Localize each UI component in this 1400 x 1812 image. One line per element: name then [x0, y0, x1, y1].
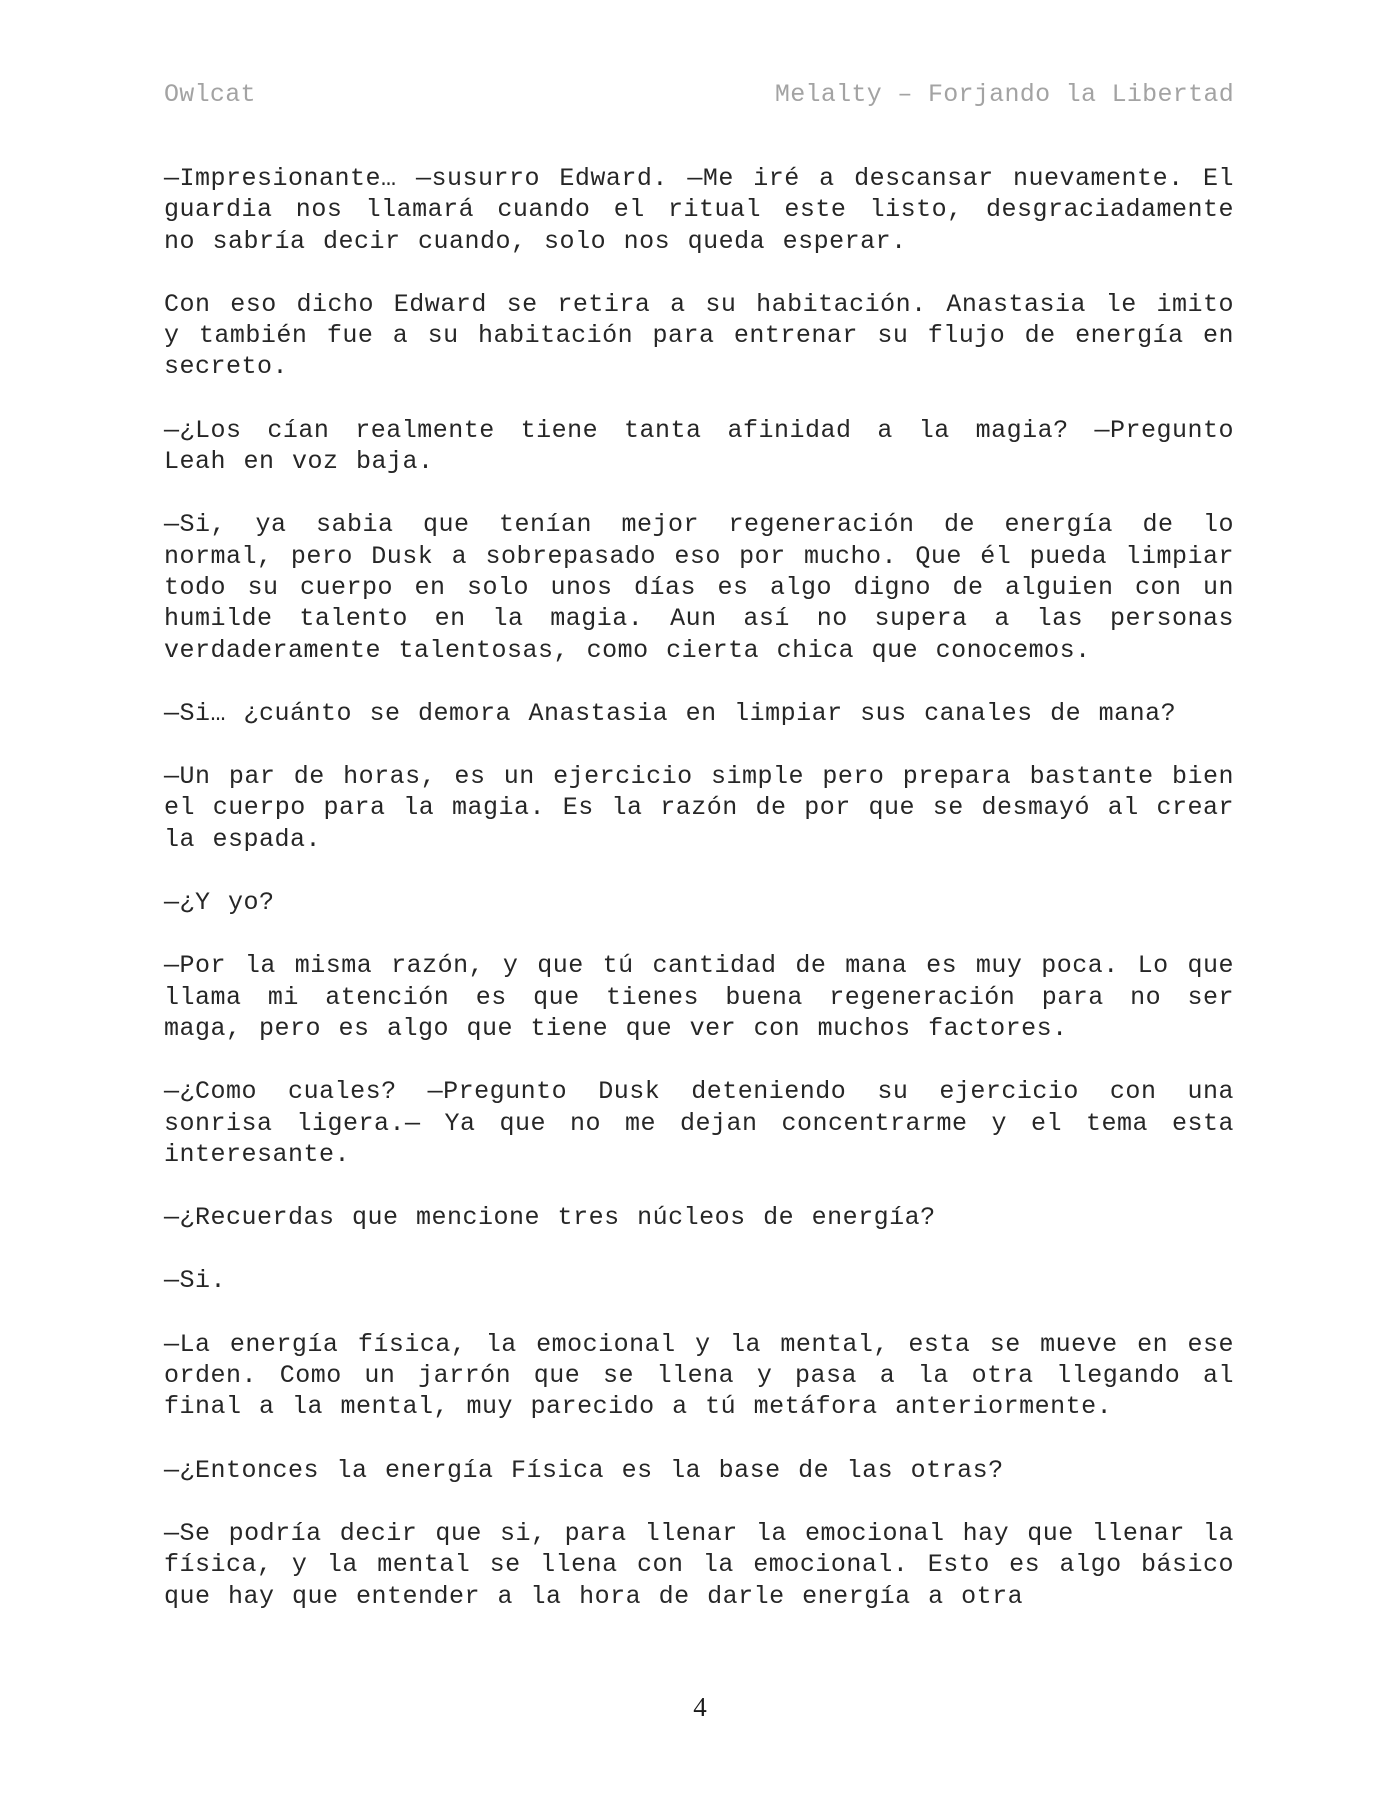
header-author: Owlcat — [164, 80, 256, 109]
paragraph: —La energía física, la emocional y la mental, esta se mueve en ese orden. Como un jarrón que se llena y pasa a la otra llegando al final a la mental, muy parecido a tú metáfora anteriormente. — [164, 1329, 1234, 1422]
page-number: 4 — [693, 1692, 707, 1722]
paragraph: —Un par de horas, es un ejercicio simple pero prepara bastante bien el cuerpo para la magia. Es la razón de por que se desmayó al crear la espada. — [164, 762, 1234, 854]
paragraph: —Si… ¿cuánto se demora Anastasia en limpiar sus canales de mana? — [164, 698, 1177, 728]
paragraph: —Si, ya sabia que tenían mejor regeneración de energía de lo normal, pero Dusk a sobrepasado eso por mucho. Que él pueda limpiar todo su cuerpo en solo unos días es algo digno de alguien con un humilde talento en la magia. Aun así no supera a las personas verdaderamente talentosas, como cierta chica que conocemos. — [164, 510, 1234, 665]
paragraph: —Por la misma razón, y que tú cantidad de mana es muy poca. Lo que llama mi atención es que tienes buena regeneración para no ser maga, pero es algo que tiene que ver con muchos factores. — [164, 951, 1234, 1043]
body-text — [164, 163, 1234, 1644]
paragraph: —¿Recuerdas que mencione tres núcleos de energía? — [164, 1203, 936, 1233]
page-header — [164, 80, 1234, 109]
paragraph: —Se podría decir que si, para llenar la emocional hay que llenar la física, y la mental se llena con la emocional. Esto es algo básico que hay que entender a la hora de darle energía a otra — [164, 1518, 1234, 1611]
paragraph: —¿Como cuales? —Pregunto Dusk deteniendo su ejercicio con una sonrisa ligera.— Ya que no me dejan concentrarme y el tema esta interesante. — [164, 1077, 1234, 1169]
header-title: Melalty – Forjando la Libertad — [774, 80, 1234, 109]
paragraph: —¿Y yo? — [164, 888, 275, 918]
paragraph: —¿Entonces la energía Física es la base de las otras? — [164, 1455, 1004, 1485]
paragraph: —¿Los cían realmente tiene tanta afinidad a la magia? —Pregunto Leah en voz baja. — [164, 415, 1234, 477]
paragraph: Con eso dicho Edward se retira a su habitación. Anastasia le imito y también fue a su habitación para entrenar su flujo de energía en secreto. — [164, 289, 1234, 382]
paragraph: —Impresionante… —susurro Edward. —Me iré a descansar nuevamente. El guardia nos llamará cuando el ritual este listo, desgraciadamente no sabría decir cuando, solo nos queda esperar. — [164, 164, 1234, 256]
paragraph: —Si. — [164, 1266, 227, 1296]
